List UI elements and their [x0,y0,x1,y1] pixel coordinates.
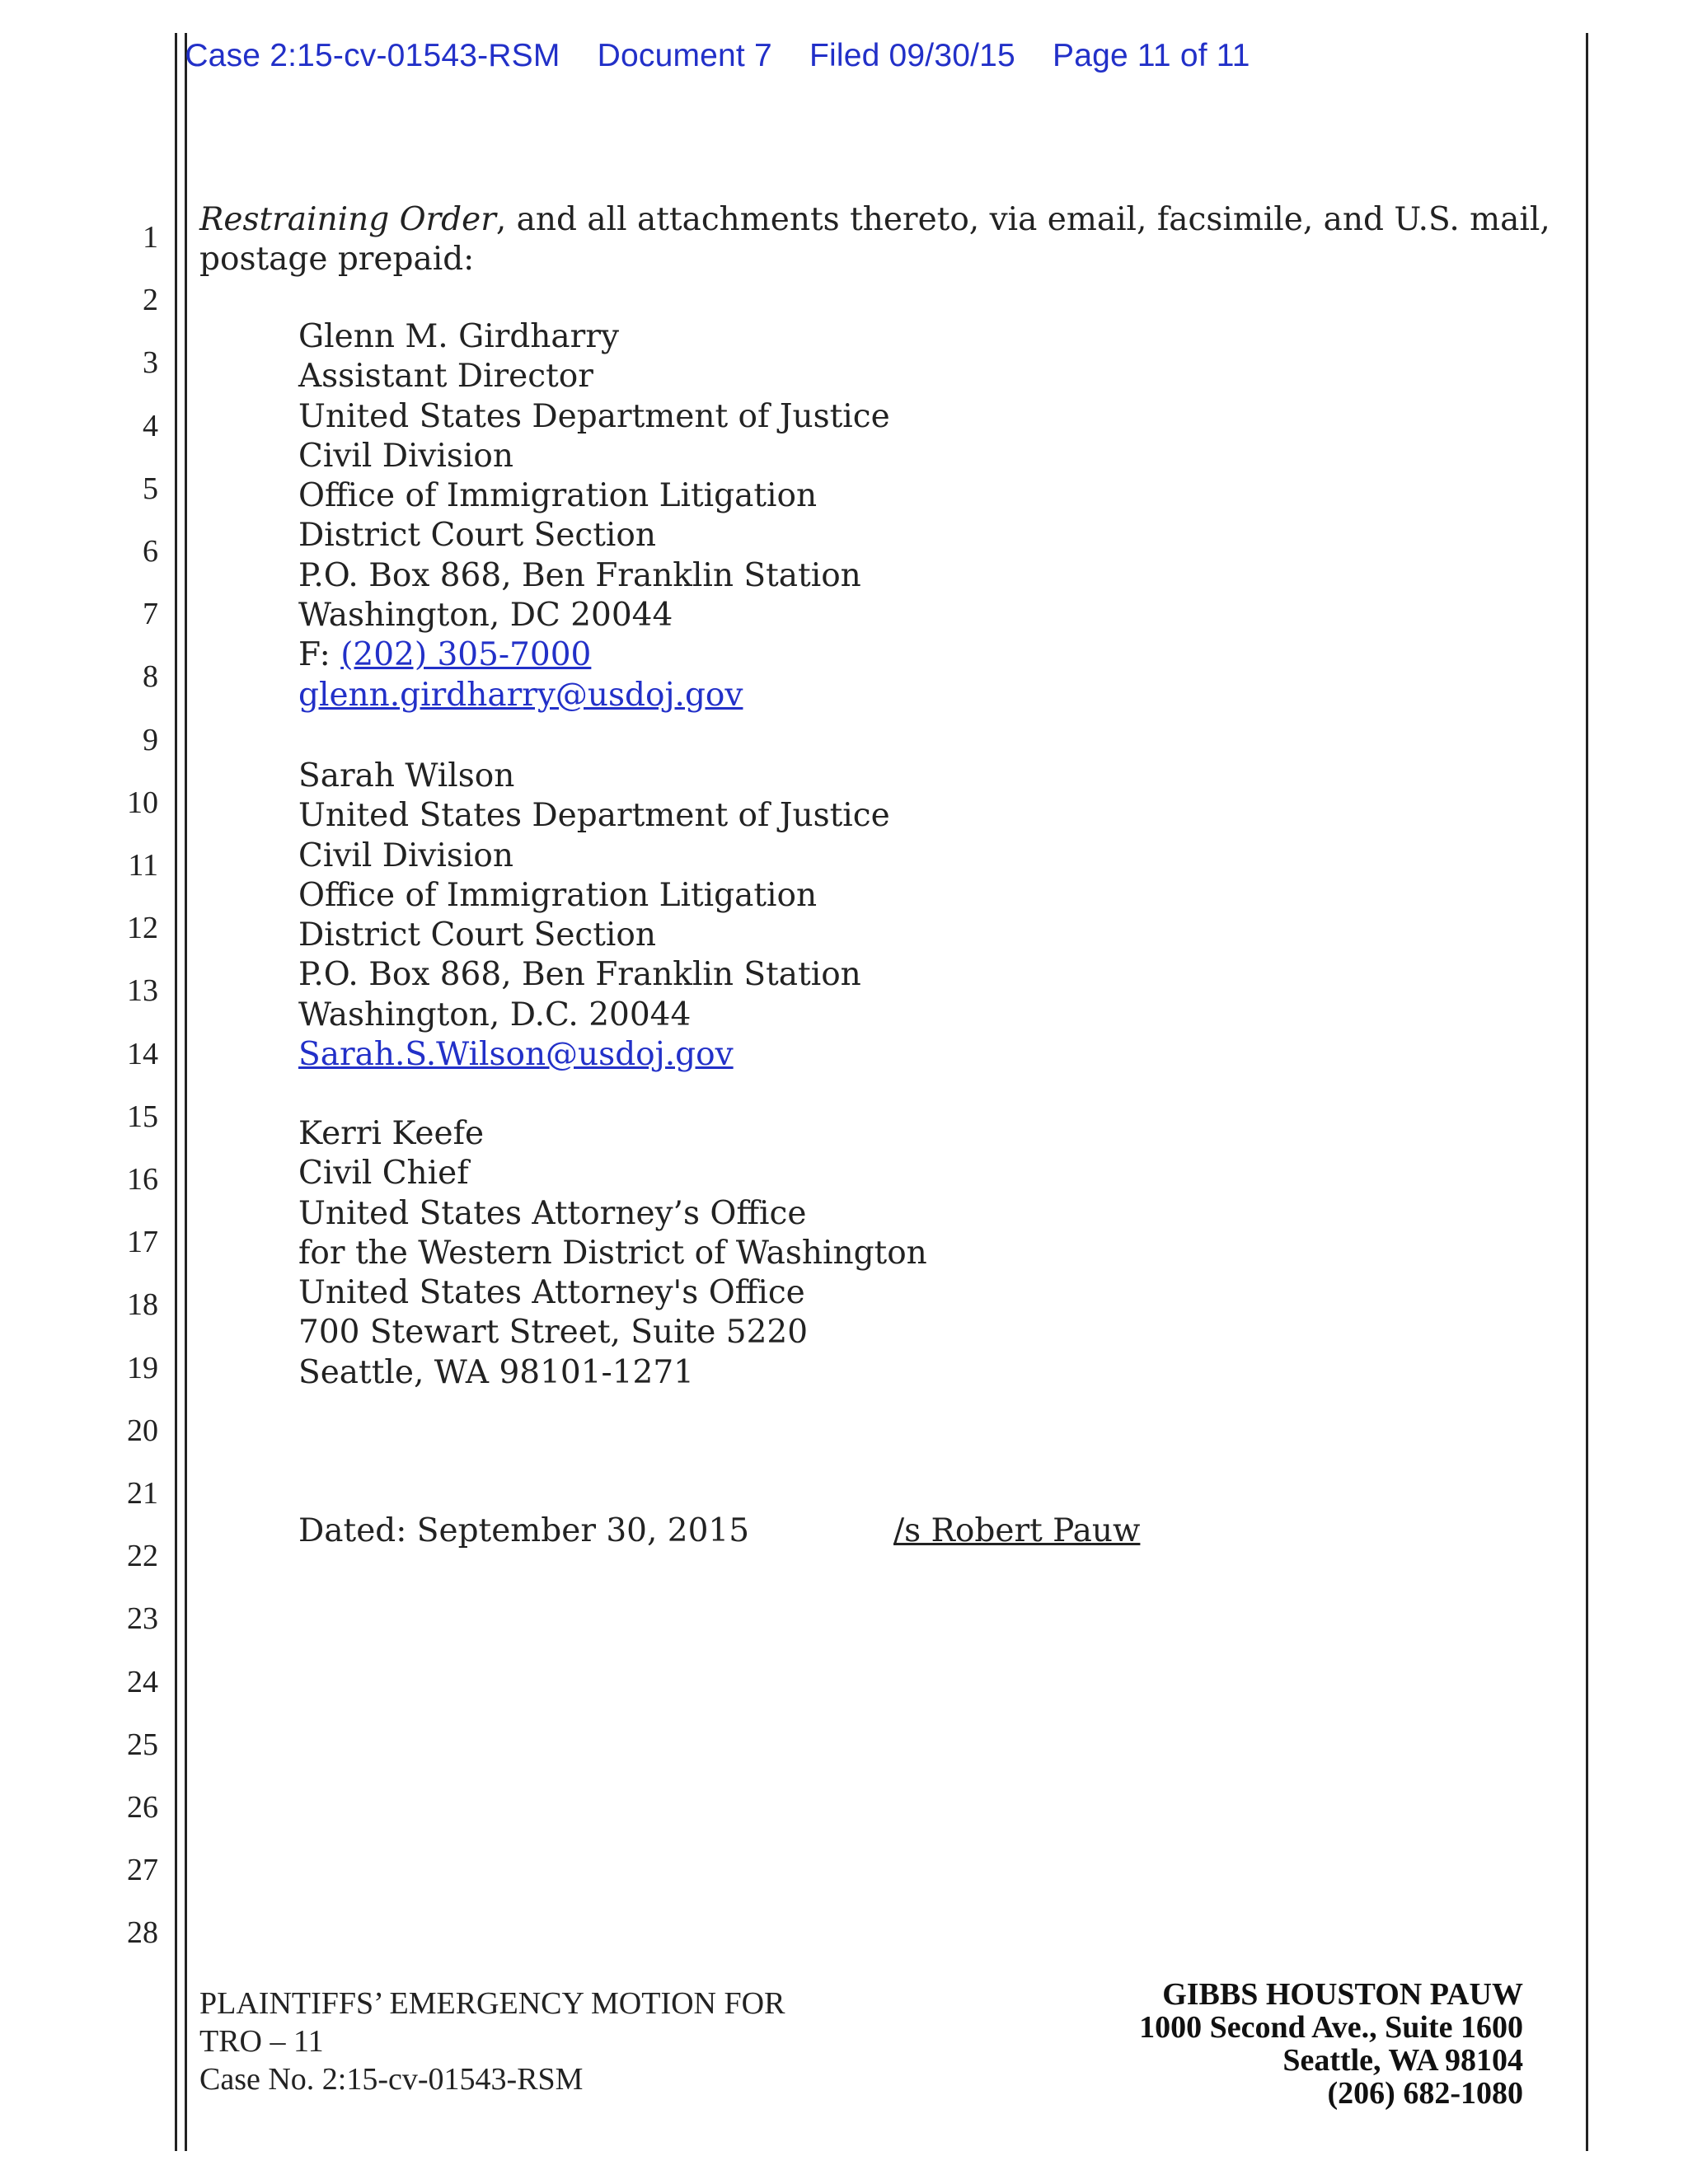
line-number: 11 [128,848,158,883]
footer-caption-line: PLAINTIFFS’ EMERGENCY MOTION FOR [199,1986,785,2021]
case-header [0,38,1688,74]
line-number: 28 [127,1915,158,1951]
margin-rule-left-inner [185,33,187,2151]
email-link-girdharry[interactable]: glenn.girdharry@usdoj.gov [298,676,743,714]
address-line: United States Attorney’s Office [298,1194,807,1232]
line-number: 21 [127,1476,158,1511]
line-number: 23 [127,1601,158,1637]
address-line: District Court Section [298,517,656,555]
intro-rest: , and all attachments thereto, via email, facsimile, and U.S. mail, [495,201,1550,238]
intro-line-2: postage prepaid: [199,241,475,278]
address-line: Washington, DC 20044 [298,597,673,635]
filed-date: Filed 09/30/15 [809,38,1015,73]
line-number: 25 [127,1727,158,1762]
recipient-wilson [298,757,890,1075]
address-line: Glenn M. Girdharry [298,318,619,355]
address-line: for the Western District of Washington [298,1234,927,1272]
firm-address-line: 1000 Second Ave., Suite 1600 [1139,2010,1523,2045]
address-line: Civil Division [298,437,514,475]
line-number: 18 [127,1287,158,1323]
line-number: 4 [143,408,158,443]
footer-caption-line: TRO – 11 [199,2024,324,2059]
address-line: Civil Division [298,837,514,874]
firm-phone: (206) 682-1080 [1327,2076,1523,2111]
line-number: 6 [143,534,158,569]
address-line: Kerri Keefe [298,1115,485,1152]
address-line: 700 Stewart Street, Suite 5220 [298,1314,809,1352]
line-number: 20 [127,1413,158,1448]
line-number: 7 [143,597,158,632]
line-number: 26 [127,1790,158,1825]
line-number: 13 [127,973,158,1009]
line-number: 14 [127,1036,158,1071]
recipient-girdharry [298,317,890,715]
line-number: 9 [143,722,158,757]
firm-name: GIBBS HOUSTON PAUW [1162,1977,1523,2012]
case-number: Case 2:15-cv-01543-RSM [185,38,560,73]
address-line: District Court Section [298,916,656,954]
intro-italic: Restraining Order [199,201,496,238]
firm-address-line: Seattle, WA 98104 [1282,2043,1523,2078]
line-number: 3 [143,345,158,381]
recipient-keefe [298,1114,927,1393]
address-line: Seattle, WA 98101-1271 [298,1353,694,1391]
fax-line [298,635,890,675]
line-number: 19 [127,1350,158,1385]
page-indicator: Page 11 of 11 [1052,38,1250,73]
address-line: P.O. Box 868, Ben Franklin Station [298,956,861,994]
dated-line: Dated: September 30, 2015 [298,1512,750,1549]
address-line: Office of Immigration Litigation [298,876,818,914]
line-number: 15 [127,1099,158,1134]
intro-line-1 [199,200,1550,240]
line-number: 17 [127,1225,158,1260]
email-link-wilson[interactable]: Sarah.S.Wilson@usdoj.gov [298,1036,734,1074]
line-number: 12 [127,911,158,946]
line-number: 22 [127,1539,158,1574]
line-number: 8 [143,659,158,695]
line-number: 5 [143,471,158,506]
fax-link[interactable]: (202) 305-7000 [340,636,592,674]
line-number: 16 [127,1162,158,1197]
margin-rule-left-outer [175,33,177,2151]
fax-prefix: F: [298,636,341,674]
address-line: Office of Immigration Litigation [298,477,818,515]
address-line: P.O. Box 868, Ben Franklin Station [298,556,861,594]
address-line: Civil Chief [298,1155,469,1193]
line-number: 27 [127,1853,158,1888]
address-line: Washington, D.C. 20044 [298,996,692,1033]
address-line: United States Department of Justice [298,397,890,435]
address-line: Assistant Director [298,358,593,396]
signature: /s Robert Pauw [893,1512,1141,1549]
address-line: United States Attorney's Office [298,1274,805,1312]
footer-caption-line: Case No. 2:15-cv-01543-RSM [199,2062,584,2097]
line-number: 24 [127,1664,158,1699]
address-line: United States Department of Justice [298,797,890,835]
line-number: 10 [127,785,158,820]
address-line: Sarah Wilson [298,757,515,794]
footer-caption [199,1985,785,2098]
firm-address [1139,1978,1523,2110]
line-number: 2 [143,283,158,318]
line-number: 1 [143,220,158,255]
document-number: Document 7 [597,38,772,73]
margin-rule-right [1586,33,1588,2151]
